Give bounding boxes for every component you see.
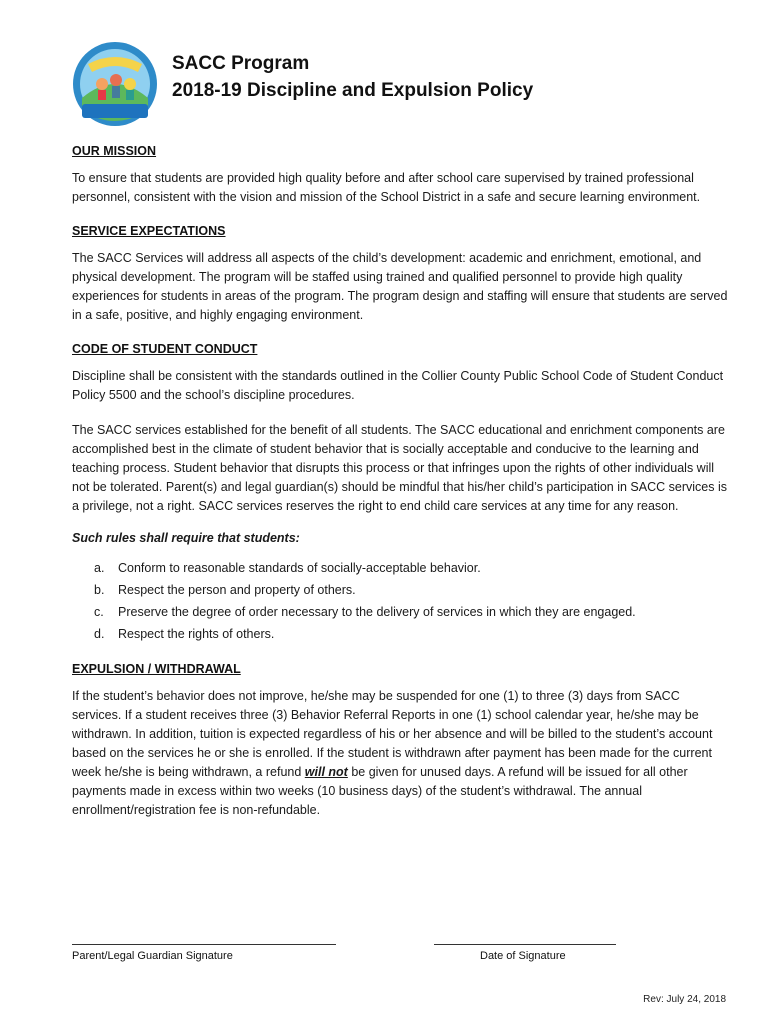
parent-signature-label: Parent/Legal Guardian Signature — [72, 950, 233, 962]
title-block — [172, 50, 533, 104]
mission-heading: OUR MISSION — [72, 144, 157, 158]
date-signature-label: Date of Signature — [480, 950, 566, 962]
will-not-emphasis: will not — [304, 765, 348, 779]
expulsion-text-before: If the student’s behavior does not improve, he/she may be suspended for one (1) to three (3) days from SACC services. If a student receives three (3) Behavior Referral Reports in one (1) school calendar year, he/she may be withdrawn. In addition, tuition is expected regardless of his or her absence and will be billed to the student’s account based on the services he or she is enrolled. If the student is withdrawn after payment has been made for the current week he/she is being withdrawn, a refund — [72, 689, 713, 779]
list-item — [72, 623, 732, 645]
mission-text: To ensure that students are provided high quality before and after school care supervised by trained professional personnel, consistent with the vision and mission of the School District in a safe and secure learning environment. — [72, 171, 701, 204]
expulsion-text-after: be given for unused days. A refund will be issued for all other payments made in excess within two weeks (10 business days) of the student’s withdrawal. The annual enrollment/registration fee is non-refundable. — [72, 765, 688, 817]
service-text: The SACC Services will address all aspects of the child’s development: academic and enrichment, emotional, and physical development. The program will be staffed using trained and qualified personnel to provide high quality experiences for students in areas of the program. The program design and staffing will ensure that students are served in a safe, positive, and highly engaging environment. — [72, 251, 728, 322]
list-item — [72, 601, 732, 623]
rule-letter: d. — [94, 627, 105, 641]
rules-list — [72, 557, 732, 645]
list-item — [72, 557, 732, 579]
conduct-heading: CODE OF STUDENT CONDUCT — [72, 342, 258, 356]
rule-text: Conform to reasonable standards of socially-acceptable behavior. — [118, 561, 481, 575]
rule-text: Respect the person and property of others. — [118, 583, 356, 597]
list-item — [72, 579, 732, 601]
rule-letter: b. — [94, 583, 105, 597]
program-title: SACC Program — [172, 53, 310, 74]
rule-text: Preserve the degree of order necessary to the delivery of services in which they are engaged. — [118, 605, 636, 619]
revision-date: Rev: July 24, 2018 — [643, 994, 726, 1005]
policy-content — [72, 143, 732, 836]
date-signature-line[interactable] — [434, 944, 616, 945]
service-heading: SERVICE EXPECTATIONS — [72, 224, 226, 238]
school-age-child-care-logo-icon — [68, 40, 162, 128]
rules-intro: Such rules shall require that students: — [72, 531, 300, 545]
conduct-text-1: Discipline shall be consistent with the standards outlined in the Collier County Public School Code of Student Conduct Policy 5500 and the school’s discipline procedures. — [72, 369, 724, 402]
expulsion-heading: EXPULSION / WITHDRAWAL — [72, 662, 241, 676]
conduct-text-2: The SACC services established for the benefit of all students. The SACC educational and enrichment components are accomplished best in the climate of student behavior that is socially acceptable and conducive to the learning and teaching process. Student behavior that disrupts this process or that infringes upon the rights of other individuals will not be tolerated. Parent(s) and legal guardian(s) should be mindful that his/her child’s participation in SACC services is a privilege, not a right. SACC services reserves the right to end child care services at any time for any reason. — [72, 423, 727, 513]
rule-letter: c. — [94, 605, 104, 619]
sacc-logo — [68, 40, 162, 128]
rule-letter: a. — [94, 561, 105, 575]
policy-title: 2018-19 Discipline and Expulsion Policy — [172, 80, 534, 101]
rule-text: Respect the rights of others. — [118, 627, 275, 641]
parent-signature-line[interactable] — [72, 944, 336, 945]
expulsion-text — [72, 687, 732, 820]
